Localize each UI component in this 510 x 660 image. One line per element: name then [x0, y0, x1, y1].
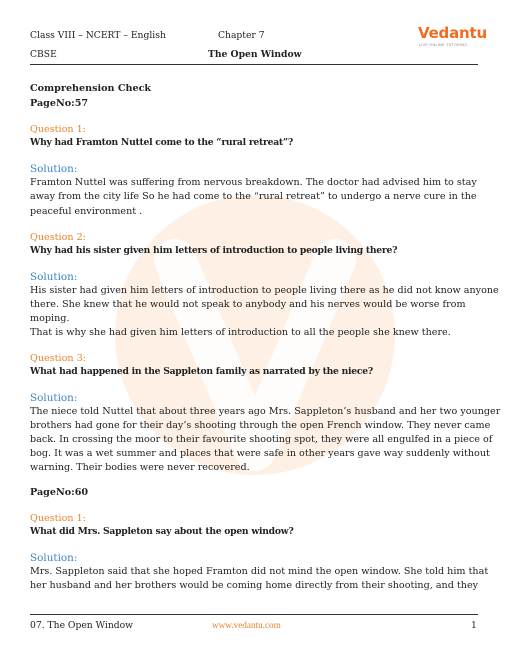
solution-2-line: That is why she had given him letters of introduction to all the people she knew there.: [30, 327, 451, 338]
solution-4-label: Solution:: [30, 552, 78, 564]
page-number-60: PageNo:60: [30, 487, 89, 498]
footer-website-link[interactable]: www.vedantu.com: [212, 620, 281, 630]
logo-wordmark: Vedantu: [418, 24, 487, 42]
footer-divider: [30, 614, 478, 615]
footer-page-number: 1: [471, 620, 477, 631]
solution-3-line: The niece told Nuttel that about three years ago Mrs. Sappleton’s husband and her two younger: [30, 406, 501, 417]
solution-2-line: there. She knew that he would not speak to anybody and his nerves would be worse from: [30, 299, 466, 310]
question-4-label: Question 1:: [30, 513, 86, 524]
solution-1-label: Solution:: [30, 163, 78, 175]
chapter-label: Chapter 7: [218, 30, 265, 41]
logo-tagline: LIVE ONLINE TUTORING: [419, 43, 468, 47]
solution-2-line: moping.: [30, 313, 70, 324]
class-line: Class VIII – NCERT – English: [30, 30, 166, 41]
solution-1-line: Framton Nuttel was suffering from nervous breakdown. The doctor had advised him to stay: [30, 177, 477, 188]
solution-1-line: away from the city life So he had come to the “rural retreat” to undergo a nerve cure in the: [30, 191, 477, 202]
section-heading: Comprehension Check: [30, 83, 152, 94]
board-label: CBSE: [30, 49, 57, 60]
solution-3-line: back. In crossing the moor to their favourite shooting spot, they were all engulfed in a piece of: [30, 434, 493, 445]
question-3-text: What had happened in the Sappleton family as narrated by the niece?: [30, 366, 373, 377]
solution-3-line: bog. It was a wet summer and places that were safe in other years gave way suddenly without: [30, 448, 490, 459]
question-1-label: Question 1:: [30, 124, 86, 135]
header-divider: [30, 64, 478, 65]
question-2-text: Why had his sister given him letters of introduction to people living there?: [30, 245, 398, 256]
solution-4-line: her husband and her brothers would be coming home directly from their shooting, and they: [30, 580, 479, 591]
solution-2-label: Solution:: [30, 271, 78, 283]
footer-chapter: 07. The Open Window: [30, 620, 134, 631]
question-3-label: Question 3:: [30, 353, 86, 364]
solution-3-line: warning. Their bodies were never recovered.: [30, 462, 250, 473]
question-4-text: What did Mrs. Sappleton say about the open window?: [30, 526, 294, 537]
chapter-title: The Open Window: [208, 49, 302, 60]
solution-1-line: peaceful environment .: [30, 206, 143, 217]
solution-2-line: His sister had given him letters of introduction to people living there as he did not know anyone: [30, 285, 499, 296]
question-2-label: Question 2:: [30, 232, 86, 243]
solution-3-label: Solution:: [30, 392, 78, 404]
vedantu-logo: [418, 24, 487, 58]
solution-3-line: brothers had gone for their day’s shooting through the open French window. They never came: [30, 420, 491, 431]
page-number-57: PageNo:57: [30, 98, 89, 109]
question-1-text: Why had Framton Nuttel come to the “rural retreat”?: [30, 137, 294, 148]
solution-4-line: Mrs. Sappleton said that she hoped Framton did not mind the open window. She told him that: [30, 566, 489, 577]
